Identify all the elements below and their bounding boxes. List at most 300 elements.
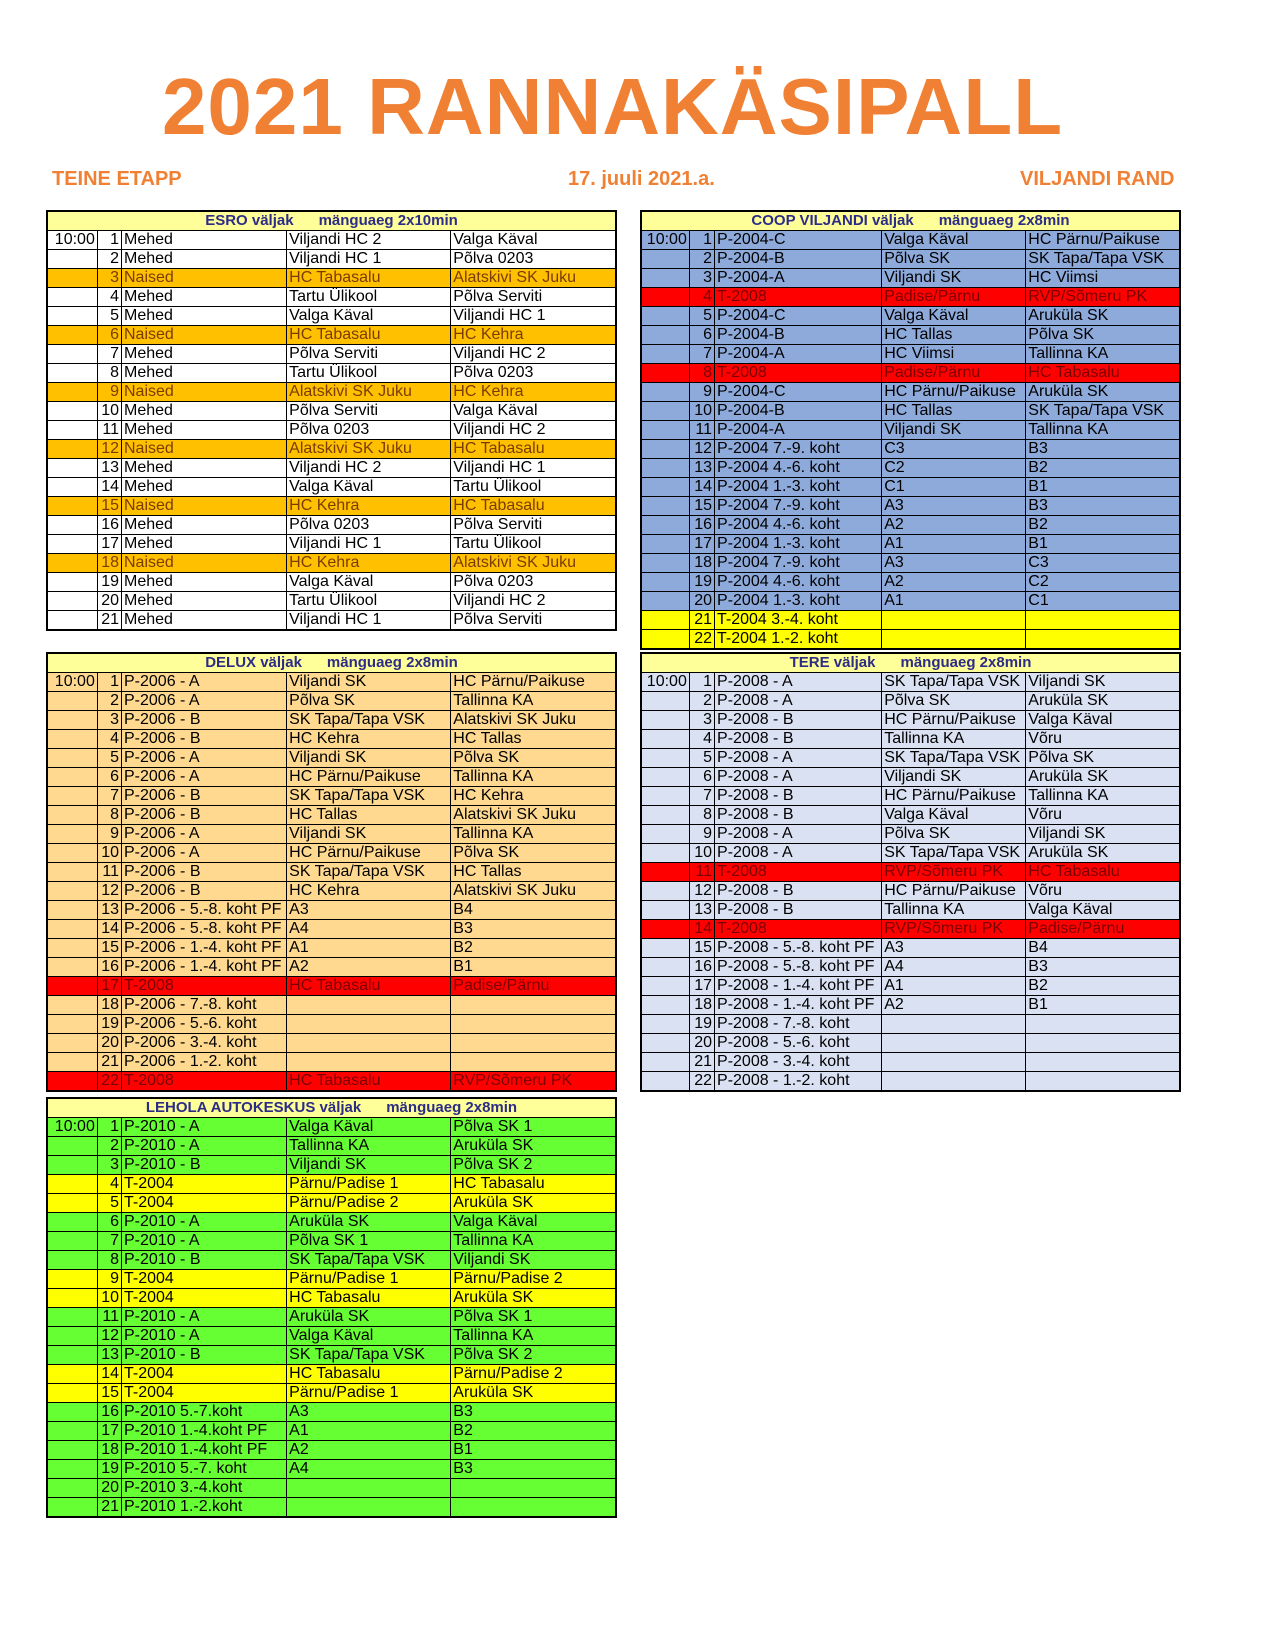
home-team-cell: A2 <box>287 1441 451 1460</box>
away-team-cell: HC Tabasalu <box>451 497 616 516</box>
category-cell: P-2006 - 1.-4. koht PF <box>122 939 287 958</box>
category-cell: Mehed <box>122 250 287 269</box>
start-time-cell <box>47 996 97 1015</box>
home-team-cell: Viljandi SK <box>882 269 1026 288</box>
home-team-cell: Padise/Pärnu <box>882 364 1026 383</box>
start-time-cell <box>47 440 97 459</box>
schedule-table-coop-viljandi <box>640 210 1181 650</box>
home-team-cell <box>287 1479 451 1498</box>
start-time-cell: 10:00 <box>641 231 689 250</box>
away-team-cell: Pärnu/Padise 2 <box>451 1270 616 1289</box>
game-number-cell: 15 <box>97 1384 121 1403</box>
game-number-cell: 6 <box>97 768 121 787</box>
category-cell: P-2008 - A <box>715 768 882 787</box>
category-cell: P-2006 - 5.-8. koht PF <box>122 920 287 939</box>
category-cell: P-2004-A <box>715 269 882 288</box>
start-time-cell <box>47 307 97 326</box>
category-cell: P-2010 - A <box>122 1137 287 1156</box>
category-cell: P-2008 - B <box>715 882 882 901</box>
home-team-cell: Viljandi SK <box>287 825 451 844</box>
game-number-cell: 12 <box>689 440 714 459</box>
game-number-cell: 16 <box>689 958 714 977</box>
away-team-cell: B3 <box>451 920 616 939</box>
game-number-cell: 9 <box>689 825 714 844</box>
table-row <box>47 977 616 996</box>
start-time-cell <box>47 611 97 631</box>
start-time-cell: 10:00 <box>47 1118 97 1137</box>
away-team-cell: SK Tapa/Tapa VSK <box>1026 402 1180 421</box>
home-team-cell: HC Kehra <box>287 730 451 749</box>
home-team-cell: SK Tapa/Tapa VSK <box>287 1251 451 1270</box>
game-number-cell: 18 <box>689 554 714 573</box>
table-row <box>47 1403 616 1422</box>
home-team-cell: Põlva Serviti <box>287 402 451 421</box>
game-number-cell: 5 <box>97 749 121 768</box>
table-row <box>47 1118 616 1137</box>
home-team-cell: Aruküla SK <box>287 1308 451 1327</box>
table-row <box>641 863 1180 882</box>
home-team-cell: HC Tallas <box>882 326 1026 345</box>
away-team-cell: Valga Käval <box>451 1213 616 1232</box>
start-time-cell <box>47 345 97 364</box>
start-time-cell: 10:00 <box>47 673 97 692</box>
home-team-cell: SK Tapa/Tapa VSK <box>287 787 451 806</box>
game-number-cell: 4 <box>689 730 714 749</box>
category-cell: P-2006 - A <box>122 844 287 863</box>
table-row <box>641 787 1180 806</box>
table-row <box>47 1232 616 1251</box>
start-time-cell <box>47 1251 97 1270</box>
category-cell: P-2008 - B <box>715 787 882 806</box>
game-number-cell: 4 <box>97 288 121 307</box>
start-time-cell <box>641 1072 689 1092</box>
game-number-cell: 20 <box>689 1034 714 1053</box>
start-time-cell <box>641 478 689 497</box>
category-cell: P-2004 7.-9. koht <box>715 497 882 516</box>
start-time-cell <box>47 592 97 611</box>
category-cell: T-2008 <box>715 920 882 939</box>
table-row <box>641 692 1180 711</box>
game-number-cell: 21 <box>689 1053 714 1072</box>
game-number-cell: 2 <box>97 1137 121 1156</box>
start-time-cell <box>641 592 689 611</box>
table-row <box>47 1498 616 1518</box>
game-number-cell: 17 <box>97 535 121 554</box>
away-team-cell: B1 <box>1026 996 1180 1015</box>
category-cell: Naised <box>122 383 287 402</box>
start-time-cell <box>641 573 689 592</box>
category-cell: P-2008 - 5.-8. koht PF <box>715 958 882 977</box>
court-header: LEHOLA AUTOKESKUS väljak mänguaeg 2x8min <box>47 1098 616 1118</box>
category-cell: P-2004 7.-9. koht <box>715 440 882 459</box>
start-time-cell <box>641 901 689 920</box>
game-number-cell: 10 <box>689 402 714 421</box>
away-team-cell: B1 <box>451 958 616 977</box>
start-time-cell <box>47 749 97 768</box>
game-number-cell: 10 <box>97 844 121 863</box>
game-number-cell: 18 <box>97 1441 121 1460</box>
away-team-cell: C2 <box>1026 573 1180 592</box>
table-row <box>47 269 616 288</box>
away-team-cell: Põlva SK <box>1026 749 1180 768</box>
away-team-cell <box>1026 630 1180 650</box>
home-team-cell: SK Tapa/Tapa VSK <box>287 1346 451 1365</box>
table-row <box>641 516 1180 535</box>
start-time-cell <box>47 711 97 730</box>
home-team-cell: A3 <box>882 939 1026 958</box>
game-number-cell: 21 <box>97 611 121 631</box>
table-row <box>47 749 616 768</box>
table-row <box>47 383 616 402</box>
start-time-cell <box>47 882 97 901</box>
start-time-cell <box>641 459 689 478</box>
category-cell: P-2006 - B <box>122 882 287 901</box>
away-team-cell: Valga Käval <box>1026 711 1180 730</box>
home-team-cell: Tartu Ülikool <box>287 364 451 383</box>
category-cell: P-2010 - B <box>122 1156 287 1175</box>
game-number-cell: 21 <box>689 611 714 630</box>
home-team-cell: A1 <box>882 977 1026 996</box>
home-team-cell: A3 <box>287 1403 451 1422</box>
home-team-cell: Valga Käval <box>882 231 1026 250</box>
table-row <box>641 882 1180 901</box>
away-team-cell: RVP/Sõmeru PK <box>451 1072 616 1092</box>
home-team-cell: C3 <box>882 440 1026 459</box>
start-time-cell <box>47 1072 97 1092</box>
home-team-cell: Tartu Ülikool <box>287 288 451 307</box>
start-time-cell <box>641 326 689 345</box>
home-team-cell: Tartu Ülikool <box>287 592 451 611</box>
home-team-cell <box>287 996 451 1015</box>
category-cell: P-2008 - 1.-4. koht PF <box>715 996 882 1015</box>
home-team-cell: Pärnu/Padise 1 <box>287 1175 451 1194</box>
home-team-cell: Põlva SK <box>882 825 1026 844</box>
game-number-cell: 14 <box>97 920 121 939</box>
home-team-cell: A4 <box>287 920 451 939</box>
category-cell: Naised <box>122 440 287 459</box>
category-cell: P-2004-A <box>715 421 882 440</box>
home-team-cell: SK Tapa/Tapa VSK <box>287 711 451 730</box>
court-header: DELUX väljak mänguaeg 2x8min <box>47 653 616 673</box>
table-row <box>47 592 616 611</box>
away-team-cell: Padise/Pärnu <box>451 977 616 996</box>
start-time-cell <box>47 1403 97 1422</box>
table-row <box>47 692 616 711</box>
home-team-cell: Viljandi SK <box>882 768 1026 787</box>
game-number-cell: 22 <box>97 1072 121 1092</box>
away-team-cell: Tallinna KA <box>451 825 616 844</box>
table-row <box>641 573 1180 592</box>
home-team-cell: A1 <box>882 535 1026 554</box>
table-row <box>47 1441 616 1460</box>
away-team-cell: Valga Käval <box>451 402 616 421</box>
game-number-cell: 11 <box>97 421 121 440</box>
start-time-cell <box>641 611 689 630</box>
home-team-cell: Põlva SK 1 <box>287 1232 451 1251</box>
start-time-cell <box>47 730 97 749</box>
start-time-cell <box>47 1384 97 1403</box>
away-team-cell: B4 <box>451 901 616 920</box>
start-time-cell <box>47 768 97 787</box>
table-row <box>47 307 616 326</box>
game-number-cell: 8 <box>689 806 714 825</box>
home-team-cell: A1 <box>287 939 451 958</box>
home-team-cell: RVP/Sõmeru PK <box>882 863 1026 882</box>
away-team-cell <box>451 1479 616 1498</box>
start-time-cell <box>641 825 689 844</box>
page-title: 2021 RANNAKÄSIPALL <box>161 62 1064 151</box>
game-number-cell: 8 <box>689 364 714 383</box>
start-time-cell <box>641 939 689 958</box>
home-team-cell: Alatskivi SK Juku <box>287 440 451 459</box>
away-team-cell: Viljandi HC 1 <box>451 459 616 478</box>
game-number-cell: 3 <box>689 711 714 730</box>
game-number-cell: 20 <box>97 592 121 611</box>
start-time-cell <box>641 787 689 806</box>
category-cell: T-2008 <box>715 863 882 882</box>
home-team-cell: HC Tabasalu <box>287 1365 451 1384</box>
schedule-table-lehola <box>46 1097 617 1518</box>
table-row <box>47 345 616 364</box>
away-team-cell: Tallinna KA <box>1026 421 1180 440</box>
away-team-cell: Tartu Ülikool <box>451 478 616 497</box>
table-row <box>641 269 1180 288</box>
game-number-cell: 14 <box>689 920 714 939</box>
game-number-cell: 21 <box>97 1498 121 1518</box>
game-number-cell: 19 <box>97 1015 121 1034</box>
start-time-cell <box>47 1441 97 1460</box>
game-number-cell: 20 <box>97 1034 121 1053</box>
category-cell: P-2010 1.-2.koht <box>122 1498 287 1518</box>
start-time-cell <box>47 364 97 383</box>
category-cell: T-2008 <box>122 1072 287 1092</box>
away-team-cell: B2 <box>1026 459 1180 478</box>
table-row <box>47 1156 616 1175</box>
start-time-cell <box>641 996 689 1015</box>
schedule-table-delux <box>46 652 617 1092</box>
game-number-cell: 4 <box>689 288 714 307</box>
start-time-cell <box>641 364 689 383</box>
table-row <box>47 1365 616 1384</box>
away-team-cell: Võru <box>1026 882 1180 901</box>
start-time-cell <box>47 535 97 554</box>
table-row <box>47 459 616 478</box>
game-number-cell: 8 <box>97 806 121 825</box>
away-team-cell: Viljandi HC 2 <box>451 345 616 364</box>
start-time-cell <box>641 863 689 882</box>
start-time-cell <box>47 383 97 402</box>
away-team-cell: B3 <box>1026 958 1180 977</box>
start-time-cell <box>47 806 97 825</box>
start-time-cell <box>641 421 689 440</box>
table-row <box>47 958 616 977</box>
game-number-cell: 1 <box>689 673 714 692</box>
category-cell: P-2008 - B <box>715 730 882 749</box>
table-row <box>641 825 1180 844</box>
game-number-cell: 16 <box>97 1403 121 1422</box>
home-team-cell: HC Tabasalu <box>287 1072 451 1092</box>
table-row <box>641 288 1180 307</box>
game-number-cell: 10 <box>689 844 714 863</box>
category-cell: P-2008 - 3.-4. koht <box>715 1053 882 1072</box>
start-time-cell <box>641 711 689 730</box>
start-time-cell <box>641 958 689 977</box>
game-number-cell: 18 <box>97 996 121 1015</box>
start-time-cell <box>641 250 689 269</box>
away-team-cell: SK Tapa/Tapa VSK <box>1026 250 1180 269</box>
away-team-cell: Alatskivi SK Juku <box>451 269 616 288</box>
table-row <box>641 592 1180 611</box>
start-time-cell <box>641 535 689 554</box>
game-number-cell: 6 <box>97 326 121 345</box>
game-number-cell: 7 <box>97 345 121 364</box>
table-row <box>641 996 1180 1015</box>
category-cell: P-2006 - A <box>122 749 287 768</box>
away-team-cell: Alatskivi SK Juku <box>451 711 616 730</box>
start-time-cell <box>47 269 97 288</box>
away-team-cell: HC Tabasalu <box>451 1175 616 1194</box>
category-cell: Mehed <box>122 478 287 497</box>
category-cell: P-2004 7.-9. koht <box>715 554 882 573</box>
table-row <box>641 958 1180 977</box>
home-team-cell: Valga Käval <box>287 1327 451 1346</box>
home-team-cell: Põlva SK <box>287 692 451 711</box>
category-cell: P-2008 - A <box>715 673 882 692</box>
away-team-cell: B2 <box>451 939 616 958</box>
away-team-cell: Aruküla SK <box>1026 692 1180 711</box>
table-row <box>47 611 616 631</box>
home-team-cell: RVP/Sõmeru PK <box>882 920 1026 939</box>
table-row <box>47 939 616 958</box>
category-cell: P-2006 - B <box>122 806 287 825</box>
table-row <box>47 402 616 421</box>
table-header-row <box>641 653 1180 673</box>
category-cell: T-2004 <box>122 1384 287 1403</box>
category-cell: Mehed <box>122 402 287 421</box>
home-team-cell: A2 <box>287 958 451 977</box>
home-team-cell: Viljandi SK <box>882 421 1026 440</box>
table-row <box>641 673 1180 692</box>
start-time-cell <box>47 1327 97 1346</box>
start-time-cell <box>641 497 689 516</box>
schedule-table-tere <box>640 652 1181 1092</box>
home-team-cell: HC Tabasalu <box>287 326 451 345</box>
game-number-cell: 6 <box>689 326 714 345</box>
game-number-cell: 14 <box>689 478 714 497</box>
table-row <box>47 920 616 939</box>
away-team-cell: Tallinna KA <box>451 1327 616 1346</box>
home-team-cell: HC Viimsi <box>882 345 1026 364</box>
home-team-cell: Viljandi SK <box>287 1156 451 1175</box>
home-team-cell: HC Pärnu/Paikuse <box>287 844 451 863</box>
away-team-cell: Põlva 0203 <box>451 250 616 269</box>
category-cell: P-2004-A <box>715 345 882 364</box>
home-team-cell: Valga Käval <box>287 573 451 592</box>
table-row <box>641 554 1180 573</box>
game-number-cell: 22 <box>689 1072 714 1092</box>
home-team-cell: Valga Käval <box>882 307 1026 326</box>
start-time-cell <box>47 1232 97 1251</box>
category-cell: P-2008 - 1.-2. koht <box>715 1072 882 1092</box>
start-time-cell <box>641 288 689 307</box>
table-row <box>641 402 1180 421</box>
table-row <box>641 326 1180 345</box>
home-team-cell: Põlva 0203 <box>287 516 451 535</box>
category-cell: T-2004 <box>122 1289 287 1308</box>
table-row <box>47 1346 616 1365</box>
away-team-cell: B2 <box>1026 516 1180 535</box>
away-team-cell: HC Tabasalu <box>1026 863 1180 882</box>
category-cell: P-2006 - B <box>122 730 287 749</box>
home-team-cell: HC Tabasalu <box>287 269 451 288</box>
home-team-cell: Viljandi HC 1 <box>287 611 451 631</box>
away-team-cell <box>1026 1034 1180 1053</box>
away-team-cell: Viljandi HC 2 <box>451 421 616 440</box>
game-number-cell: 9 <box>97 825 121 844</box>
category-cell: P-2010 - A <box>122 1327 287 1346</box>
away-team-cell: B3 <box>1026 440 1180 459</box>
table-row <box>47 440 616 459</box>
away-team-cell: Alatskivi SK Juku <box>451 882 616 901</box>
home-team-cell: Viljandi HC 2 <box>287 231 451 250</box>
table-row <box>47 250 616 269</box>
away-team-cell: Padise/Pärnu <box>1026 920 1180 939</box>
table-row <box>47 844 616 863</box>
start-time-cell <box>47 1479 97 1498</box>
game-number-cell: 13 <box>97 459 121 478</box>
game-number-cell: 7 <box>97 787 121 806</box>
table-row <box>641 459 1180 478</box>
table-row <box>47 673 616 692</box>
category-cell: P-2004 1.-3. koht <box>715 535 882 554</box>
away-team-cell: Tallinna KA <box>451 768 616 787</box>
away-team-cell: Võru <box>1026 806 1180 825</box>
away-team-cell: Valga Käval <box>451 231 616 250</box>
table-row <box>641 364 1180 383</box>
category-cell: Naised <box>122 554 287 573</box>
category-cell: P-2006 - A <box>122 768 287 787</box>
game-number-cell: 8 <box>97 364 121 383</box>
home-team-cell: Põlva SK <box>882 692 1026 711</box>
category-cell: Mehed <box>122 592 287 611</box>
away-team-cell: Põlva Serviti <box>451 611 616 631</box>
table-row <box>641 977 1180 996</box>
away-team-cell: B1 <box>1026 535 1180 554</box>
home-team-cell: HC Tabasalu <box>287 1289 451 1308</box>
game-number-cell: 2 <box>689 250 714 269</box>
home-team-cell: A3 <box>882 554 1026 573</box>
category-cell: Mehed <box>122 288 287 307</box>
game-number-cell: 17 <box>689 535 714 554</box>
court-header: TERE väljak mänguaeg 2x8min <box>641 653 1180 673</box>
category-cell: P-2010 5.-7. koht <box>122 1460 287 1479</box>
away-team-cell <box>1026 611 1180 630</box>
home-team-cell: C1 <box>882 478 1026 497</box>
start-time-cell <box>47 939 97 958</box>
start-time-cell <box>47 1498 97 1518</box>
start-time-cell <box>47 1213 97 1232</box>
game-number-cell: 7 <box>97 1232 121 1251</box>
away-team-cell: Põlva SK <box>1026 326 1180 345</box>
table-row <box>47 787 616 806</box>
home-team-cell: A2 <box>882 516 1026 535</box>
start-time-cell <box>641 630 689 650</box>
category-cell: P-2010 - A <box>122 1308 287 1327</box>
table-row <box>47 497 616 516</box>
away-team-cell: Aruküla SK <box>451 1194 616 1213</box>
start-time-cell <box>47 825 97 844</box>
away-team-cell: Võru <box>1026 730 1180 749</box>
